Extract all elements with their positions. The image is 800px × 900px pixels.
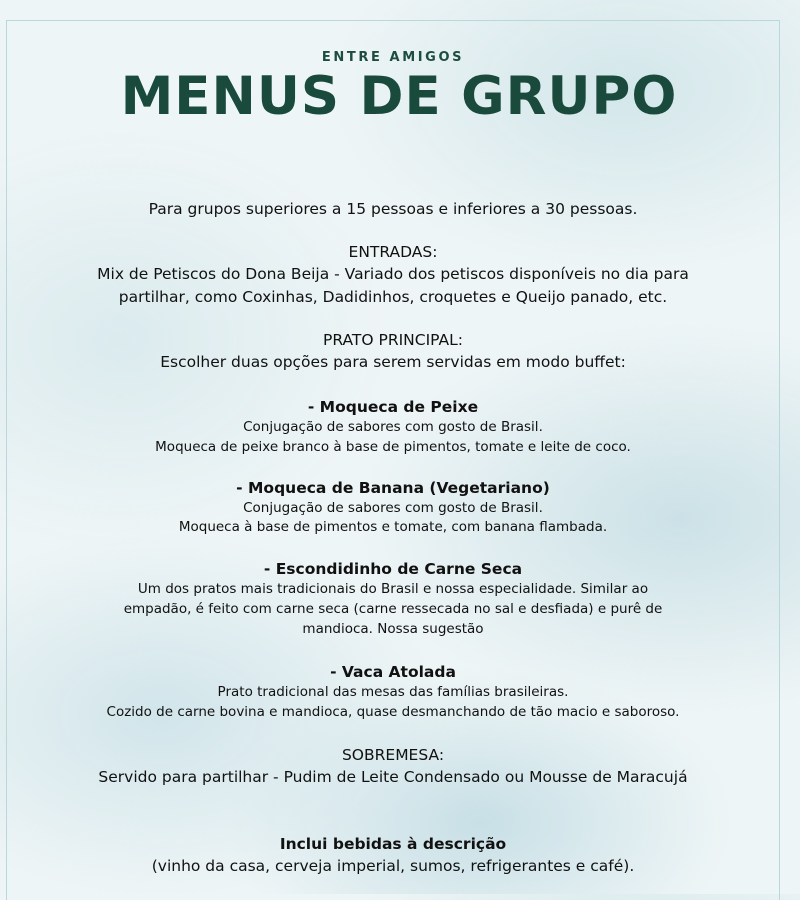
sobremesa-heading: SOBREMESA:: [341, 746, 445, 764]
bebidas-heading: Inclui bebidas à descrição: [279, 835, 507, 853]
dish-description: mandioca. Nossa sugestão: [302, 621, 484, 637]
dish-description: Moqueca à base de pimentos e tomate, com banana flambada.: [178, 519, 608, 535]
entradas-line: Mix de Petiscos do Dona Beija - Variado dos petiscos disponíveis no dia para: [97, 265, 689, 283]
dish-name: - Moqueca de Banana (Vegetariano): [236, 479, 550, 497]
dish-description: Moqueca de peixe branco à base de pimentos, tomate e leite de coco.: [155, 439, 631, 455]
dish-description: Conjugação de sabores com gosto de Brasil.: [243, 419, 543, 435]
dish-name: - Vaca Atolada: [330, 663, 456, 681]
dish-name: - Moqueca de Peixe: [307, 398, 479, 416]
bebidas-text: (vinho da casa, cerveja imperial, sumos, refrigerantes e café).: [151, 857, 635, 875]
dish-description: Um dos pratos mais tradicionais do Brasil e nossa especialidade. Similar ao: [137, 581, 649, 597]
entradas-heading: ENTRADAS:: [348, 243, 438, 261]
sobremesa-text: Servido para partilhar - Pudim de Leite Condensado ou Mousse de Maracujá: [98, 768, 688, 786]
page-title: MENUS DE GRUPO: [120, 66, 678, 127]
dish-description: Cozido de carne bovina e mandioca, quase desmanchando de tão macio e saboroso.: [106, 704, 680, 720]
entradas-line: partilhar, como Coxinhas, Dadidinhos, croquetes e Queijo panado, etc.: [118, 288, 668, 306]
dish-description: Conjugação de sabores com gosto de Brasil.: [243, 500, 543, 516]
intro-text: Para grupos superiores a 15 pessoas e inferiores a 30 pessoas.: [148, 200, 638, 218]
eyebrow-label: ENTRE AMIGOS: [321, 50, 465, 65]
dish-name: - Escondidinho de Carne Seca: [263, 560, 523, 578]
dish-description: Prato tradicional das mesas das famílias brasileiras.: [217, 684, 569, 700]
prato-principal-heading: PRATO PRINCIPAL:: [323, 331, 463, 349]
dish-description: empadão, é feito com carne seca (carne ressecada no sal e desfiada) e purê de: [123, 601, 663, 617]
prato-principal-subtitle: Escolher duas opções para serem servidas em modo buffet:: [160, 353, 626, 371]
